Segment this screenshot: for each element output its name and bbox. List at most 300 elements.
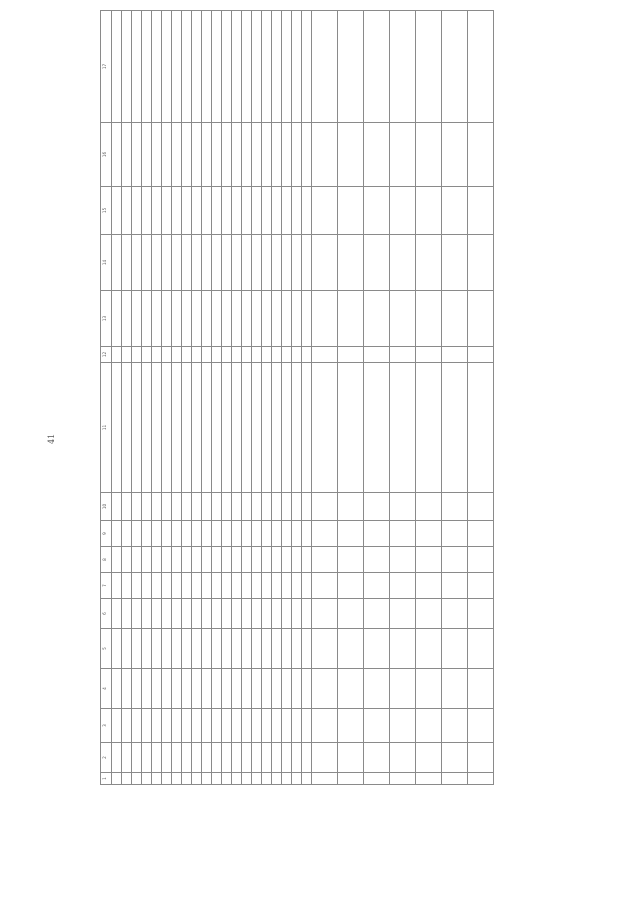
table-cell xyxy=(262,493,272,521)
table-cell xyxy=(468,599,494,629)
table-cell xyxy=(152,573,162,599)
table-cell xyxy=(302,493,312,521)
table-cell xyxy=(468,629,494,669)
table-cell xyxy=(172,521,182,547)
table-cell xyxy=(112,235,122,291)
table-cell xyxy=(468,347,494,363)
table-cell xyxy=(282,235,292,291)
table-cell xyxy=(242,521,252,547)
table-cell xyxy=(202,599,212,629)
table-cell xyxy=(282,187,292,235)
table-cell xyxy=(252,743,262,773)
table-cell xyxy=(312,669,338,709)
table-cell xyxy=(192,187,202,235)
table-cell xyxy=(262,11,272,123)
table-cell xyxy=(442,599,468,629)
table-cell xyxy=(232,493,242,521)
table-cell xyxy=(112,363,122,493)
table-row xyxy=(112,11,122,785)
table-cell xyxy=(152,123,162,187)
table-cell xyxy=(302,743,312,773)
table-cell xyxy=(212,347,222,363)
table-cell xyxy=(364,599,390,629)
table-row xyxy=(312,11,338,785)
table-cell xyxy=(202,123,212,187)
column-header: 3 xyxy=(101,709,112,743)
table-cell xyxy=(162,187,172,235)
table-cell xyxy=(242,11,252,123)
table-cell xyxy=(252,493,262,521)
table-cell xyxy=(122,363,132,493)
table-cell xyxy=(112,291,122,347)
table-cell xyxy=(468,187,494,235)
table-cell xyxy=(132,629,142,669)
table-cell xyxy=(272,709,282,743)
table-cell xyxy=(182,493,192,521)
table-cell xyxy=(390,547,416,573)
table-cell xyxy=(442,11,468,123)
table-cell xyxy=(162,363,172,493)
table-cell xyxy=(162,669,172,709)
table-cell xyxy=(162,573,172,599)
table-cell xyxy=(212,743,222,773)
table-cell xyxy=(212,709,222,743)
table-cell xyxy=(222,599,232,629)
table-cell xyxy=(252,709,262,743)
table-cell xyxy=(162,123,172,187)
table-cell xyxy=(312,599,338,629)
table-cell xyxy=(302,547,312,573)
table-cell xyxy=(182,599,192,629)
table-cell xyxy=(252,547,262,573)
table-cell xyxy=(192,743,202,773)
table-cell xyxy=(152,521,162,547)
table-row xyxy=(192,11,202,785)
table-cell xyxy=(122,123,132,187)
table-cell xyxy=(416,599,442,629)
table-cell xyxy=(162,599,172,629)
table-cell xyxy=(192,709,202,743)
table-cell xyxy=(142,347,152,363)
table-cell xyxy=(132,187,142,235)
table-cell xyxy=(202,235,212,291)
table-cell xyxy=(292,743,302,773)
table-cell xyxy=(442,773,468,785)
table-cell xyxy=(468,235,494,291)
table-cell xyxy=(232,187,242,235)
table-cell xyxy=(192,669,202,709)
table-cell xyxy=(252,629,262,669)
table-cell xyxy=(192,573,202,599)
table-cell xyxy=(282,547,292,573)
table-cell xyxy=(242,547,252,573)
table-cell xyxy=(232,599,242,629)
table-cell xyxy=(252,573,262,599)
table-cell xyxy=(242,709,252,743)
table-cell xyxy=(262,123,272,187)
table-cell xyxy=(132,599,142,629)
table-row xyxy=(172,11,182,785)
table-row xyxy=(152,11,162,785)
table-cell xyxy=(212,363,222,493)
table-cell xyxy=(122,521,132,547)
table-cell xyxy=(132,521,142,547)
table-cell xyxy=(182,573,192,599)
table-cell xyxy=(242,629,252,669)
table-cell xyxy=(192,493,202,521)
table-cell xyxy=(162,11,172,123)
table-row xyxy=(282,11,292,785)
table-cell xyxy=(338,629,364,669)
table-cell xyxy=(192,123,202,187)
table-cell xyxy=(282,493,292,521)
table-cell xyxy=(232,235,242,291)
column-header: 15 xyxy=(101,187,112,235)
table-cell xyxy=(302,363,312,493)
table-cell xyxy=(292,773,302,785)
table-row xyxy=(468,11,494,785)
table-cell xyxy=(364,235,390,291)
table-cell xyxy=(272,629,282,669)
table-cell xyxy=(202,573,212,599)
table-cell xyxy=(202,743,212,773)
table-row xyxy=(364,11,390,785)
table-cell xyxy=(312,187,338,235)
table-cell xyxy=(390,493,416,521)
table-cell xyxy=(252,291,262,347)
table-cell xyxy=(272,493,282,521)
table-cell xyxy=(262,363,272,493)
column-header: 13 xyxy=(101,291,112,347)
table-cell xyxy=(222,363,232,493)
table-row xyxy=(242,11,252,785)
table-cell xyxy=(142,709,152,743)
table-cell xyxy=(468,123,494,187)
table-cell xyxy=(272,347,282,363)
table-cell xyxy=(282,709,292,743)
table-cell xyxy=(152,773,162,785)
table-cell xyxy=(468,669,494,709)
table-cell xyxy=(242,493,252,521)
table-cell xyxy=(364,629,390,669)
table-cell xyxy=(292,547,302,573)
table-cell xyxy=(162,709,172,743)
table-cell xyxy=(262,669,272,709)
table-cell xyxy=(364,547,390,573)
table-cell xyxy=(442,629,468,669)
table-cell xyxy=(262,187,272,235)
table-cell xyxy=(202,547,212,573)
table-cell xyxy=(390,573,416,599)
table-cell xyxy=(272,291,282,347)
table-cell xyxy=(222,123,232,187)
table-cell xyxy=(232,743,242,773)
table-cell xyxy=(212,11,222,123)
table-cell xyxy=(152,235,162,291)
table-cell xyxy=(202,493,212,521)
page-number: 41 xyxy=(47,433,56,444)
table-cell xyxy=(364,669,390,709)
table-cell xyxy=(262,291,272,347)
table-cell xyxy=(132,291,142,347)
table-cell xyxy=(112,521,122,547)
table-cell xyxy=(172,773,182,785)
table-cell xyxy=(338,547,364,573)
table-cell xyxy=(338,363,364,493)
table-cell xyxy=(172,573,182,599)
table-cell xyxy=(262,599,272,629)
table-cell xyxy=(312,547,338,573)
table-row xyxy=(416,11,442,785)
table-cell xyxy=(292,363,302,493)
table-cell xyxy=(192,547,202,573)
table-row xyxy=(252,11,262,785)
table-cell xyxy=(242,123,252,187)
table-cell xyxy=(292,493,302,521)
table-row xyxy=(232,11,242,785)
table-cell xyxy=(272,363,282,493)
table-cell xyxy=(292,709,302,743)
table-cell xyxy=(122,235,132,291)
table-cell xyxy=(338,599,364,629)
table-cell xyxy=(112,669,122,709)
table-cell xyxy=(416,235,442,291)
table-cell xyxy=(468,11,494,123)
table-cell xyxy=(132,493,142,521)
table-cell xyxy=(312,573,338,599)
table-cell xyxy=(152,669,162,709)
table-cell xyxy=(142,11,152,123)
table-cell xyxy=(242,573,252,599)
table-cell xyxy=(202,11,212,123)
table-cell xyxy=(282,573,292,599)
table-cell xyxy=(172,235,182,291)
table-cell xyxy=(390,743,416,773)
column-header: 11 xyxy=(101,363,112,493)
table-cell xyxy=(192,629,202,669)
table-cell xyxy=(112,123,122,187)
table-cell xyxy=(416,187,442,235)
table-cell xyxy=(468,743,494,773)
table-cell xyxy=(416,521,442,547)
table-cell xyxy=(202,363,212,493)
table-cell xyxy=(272,743,282,773)
table-cell xyxy=(142,573,152,599)
table-cell xyxy=(192,235,202,291)
table-cell xyxy=(182,235,192,291)
table-cell xyxy=(222,547,232,573)
table-cell xyxy=(272,521,282,547)
table-cell xyxy=(182,773,192,785)
table-cell xyxy=(142,669,152,709)
table-cell xyxy=(182,123,192,187)
table-cell xyxy=(468,521,494,547)
table-cell xyxy=(202,347,212,363)
table-cell xyxy=(132,235,142,291)
table-row xyxy=(292,11,302,785)
table-cell xyxy=(122,629,132,669)
table-cell xyxy=(132,347,142,363)
table-cell xyxy=(364,709,390,743)
table-cell xyxy=(252,187,262,235)
table-cell xyxy=(222,11,232,123)
table-row xyxy=(212,11,222,785)
table-cell xyxy=(390,123,416,187)
table-cell xyxy=(252,773,262,785)
table-cell xyxy=(292,347,302,363)
table-cell xyxy=(262,547,272,573)
table-cell xyxy=(172,291,182,347)
table-cell xyxy=(262,235,272,291)
table-cell xyxy=(112,743,122,773)
table-cell xyxy=(282,743,292,773)
table-cell xyxy=(122,11,132,123)
table-cell xyxy=(416,573,442,599)
table-cell xyxy=(212,629,222,669)
table-cell xyxy=(416,629,442,669)
table-cell xyxy=(302,521,312,547)
table-cell xyxy=(282,11,292,123)
table-cell xyxy=(252,599,262,629)
table-cell xyxy=(272,123,282,187)
table-cell xyxy=(338,709,364,743)
table-cell xyxy=(182,347,192,363)
table-cell xyxy=(364,347,390,363)
table-cell xyxy=(302,629,312,669)
table-cell xyxy=(232,363,242,493)
table-cell xyxy=(338,493,364,521)
table-cell xyxy=(122,669,132,709)
table-cell xyxy=(142,743,152,773)
table-cell xyxy=(132,573,142,599)
table-cell xyxy=(292,599,302,629)
table-cell xyxy=(152,709,162,743)
table-cell xyxy=(468,493,494,521)
table-cell xyxy=(390,669,416,709)
table-cell xyxy=(142,291,152,347)
table-cell xyxy=(442,123,468,187)
table-cell xyxy=(390,599,416,629)
table-cell xyxy=(338,347,364,363)
column-header: 6 xyxy=(101,599,112,629)
table-cell xyxy=(390,291,416,347)
table-cell xyxy=(242,773,252,785)
table-cell xyxy=(312,629,338,669)
table-cell xyxy=(390,773,416,785)
table-cell xyxy=(468,547,494,573)
table-cell xyxy=(364,11,390,123)
table-cell xyxy=(152,11,162,123)
table-cell xyxy=(202,521,212,547)
table-cell xyxy=(162,743,172,773)
table-cell xyxy=(202,773,212,785)
table-cell xyxy=(222,493,232,521)
table-cell xyxy=(312,773,338,785)
column-header: 9 xyxy=(101,521,112,547)
table-cell xyxy=(364,363,390,493)
table-cell xyxy=(252,669,262,709)
table-cell xyxy=(442,743,468,773)
table-cell xyxy=(222,743,232,773)
table-cell xyxy=(282,363,292,493)
table-cell xyxy=(132,363,142,493)
table-cell xyxy=(338,743,364,773)
table-cell xyxy=(142,493,152,521)
table-cell xyxy=(252,363,262,493)
table-cell xyxy=(252,521,262,547)
table-cell xyxy=(122,347,132,363)
table-cell xyxy=(172,743,182,773)
table-cell xyxy=(172,123,182,187)
table-cell xyxy=(232,709,242,743)
table-cell xyxy=(222,235,232,291)
table-cell xyxy=(182,291,192,347)
table-cell xyxy=(262,573,272,599)
table-cell xyxy=(162,521,172,547)
table-row xyxy=(338,11,364,785)
table-cell xyxy=(142,599,152,629)
table-cell xyxy=(312,493,338,521)
table-cell xyxy=(192,347,202,363)
table-cell xyxy=(312,235,338,291)
table-cell xyxy=(416,123,442,187)
table-row xyxy=(222,11,232,785)
table-cell xyxy=(122,599,132,629)
table-cell xyxy=(172,599,182,629)
table-cell xyxy=(162,235,172,291)
table-cell xyxy=(338,573,364,599)
table-cell xyxy=(468,773,494,785)
table-cell xyxy=(312,123,338,187)
table-cell xyxy=(142,187,152,235)
table-cell xyxy=(390,709,416,743)
table-cell xyxy=(242,235,252,291)
table-row xyxy=(122,11,132,785)
table-row xyxy=(142,11,152,785)
table-cell xyxy=(172,347,182,363)
table-cell xyxy=(302,187,312,235)
table-cell xyxy=(390,521,416,547)
table-cell xyxy=(232,347,242,363)
table-cell xyxy=(292,235,302,291)
table-row xyxy=(302,11,312,785)
table-cell xyxy=(212,573,222,599)
table-row xyxy=(442,11,468,785)
column-header: 1 xyxy=(101,773,112,785)
table-row xyxy=(390,11,416,785)
column-header: 4 xyxy=(101,669,112,709)
table-cell xyxy=(192,291,202,347)
table-cell xyxy=(132,743,142,773)
table-cell xyxy=(262,743,272,773)
table-cell xyxy=(282,347,292,363)
table-cell xyxy=(142,363,152,493)
table-cell xyxy=(242,187,252,235)
table-row xyxy=(272,11,282,785)
table-cell xyxy=(112,599,122,629)
table-cell xyxy=(232,547,242,573)
table-cell xyxy=(252,123,262,187)
table-cell xyxy=(152,291,162,347)
table-cell xyxy=(242,291,252,347)
table-cell xyxy=(442,235,468,291)
table-cell xyxy=(242,669,252,709)
table-cell xyxy=(272,573,282,599)
table-cell xyxy=(202,709,212,743)
table-cell xyxy=(182,547,192,573)
table-cell xyxy=(172,669,182,709)
table-cell xyxy=(132,669,142,709)
